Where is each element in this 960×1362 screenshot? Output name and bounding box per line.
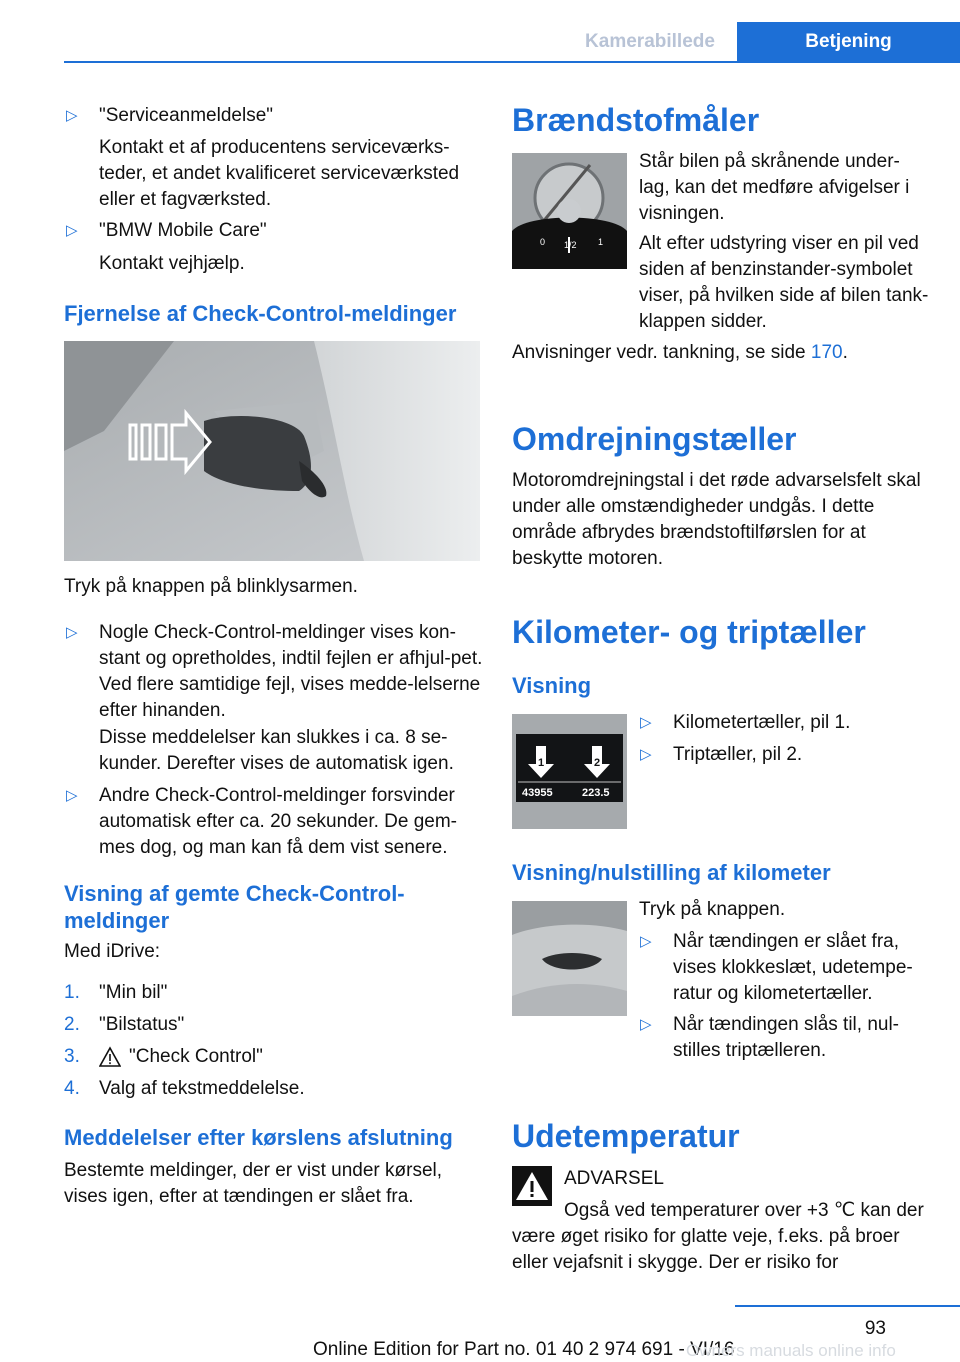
bullet-text: Andre Check-Control-meldinger forsvinder automatisk efter ca. 20 sekunder. De gem-mes dog, og man kan få dem vist senere. — [99, 785, 458, 858]
step-number: 1. — [64, 982, 80, 1003]
bullet-title: "BMW Mobile Care" — [99, 220, 267, 241]
step-text: "Min bil" — [99, 982, 168, 1003]
bullet-triangle-icon: ▷ — [640, 714, 652, 731]
body-text: Bestemte meldinger, der er vist under kørsel, vises igen, efter at tændingen er slået fra. — [64, 1160, 443, 1207]
step-text: "Check Control" — [129, 1046, 263, 1067]
section-heading: Omdrejningstæller — [512, 421, 797, 457]
arrow-label-1: 1 — [538, 757, 545, 769]
footer-rule — [735, 1305, 960, 1307]
odometer-display-image — [512, 714, 627, 829]
page-link[interactable]: 170 — [810, 342, 843, 363]
bullet-title: "Serviceanmeldelse" — [99, 105, 274, 126]
intro-text: Med iDrive: — [64, 941, 161, 962]
section-heading: Meddelelser efter kørslens afslutning — [64, 1125, 453, 1150]
step-text: Valg af tekstmeddelelse. — [99, 1078, 305, 1099]
tripmeter-value: 223.5 — [582, 787, 610, 799]
fuel-gauge-image — [512, 153, 627, 269]
section-heading: Kilometer- og triptæller — [512, 614, 866, 650]
bullet-text: Nogle Check-Control-meldinger vises kon-stant og opretholdes, indtil fejlen er afhjul-pet. Ved flere samtidige fejl, vises medde-lelserne efter hinanden. — [99, 622, 483, 721]
turn-signal-lever-image — [64, 341, 480, 561]
bullet-triangle-icon: ▷ — [640, 1016, 652, 1033]
page-number: 93 — [864, 1318, 886, 1339]
warning-triangle-icon — [99, 1046, 121, 1068]
reset-button-image — [512, 901, 627, 1016]
bullet-triangle-icon: ▷ — [66, 222, 78, 239]
edition-text: Online Edition for Part no. 01 40 2 974 691 - VI/16 — [313, 1339, 735, 1360]
gauge-label-zero: 0 — [540, 237, 546, 247]
bullet-text: Når tændingen er slået fra, vises klokkeslæt, udetempe-ratur og kilometertæller. — [673, 931, 913, 1004]
warning-text: Også ved temperaturer over +3 ℃ kan der være øget risiko for glatte veje, f.eks. på broer eller vejafsnit i skygge. Der er risiko for — [512, 1200, 924, 1273]
step-text: "Bilstatus" — [99, 1014, 185, 1035]
bullet-triangle-icon: ▷ — [66, 787, 78, 804]
bullet-text: Kontakt vejhjælp. — [99, 253, 245, 274]
watermark-text: Owners manuals online info — [686, 1341, 896, 1360]
tab-kamerabillede[interactable]: Kamerabillede — [585, 31, 715, 52]
header-tabs — [0, 0, 960, 62]
bullet-text: Triptæller, pil 2. — [673, 744, 803, 765]
step-number: 2. — [64, 1014, 80, 1035]
bullet-text: Disse meddelelser kan slukkes i ca. 8 se-kunder. Derefter vises de automatisk igen. — [99, 727, 454, 774]
body-text: Motoromdrejningstal i det røde advarselsfelt skal under alle omstændigheder undgås. I dette område afbrydes brændstoftilførslen for at beskytte motoren. — [512, 470, 921, 569]
arrow-label-2: 2 — [594, 757, 601, 769]
header-rule — [64, 61, 960, 63]
body-text — [512, 340, 932, 366]
bullet-text: Kontakt et af producentens serviceværks-teder, et andet kvalificeret serviceværksted eller et fagværksted. — [99, 137, 460, 210]
gauge-label-half: 1/2 — [564, 240, 577, 250]
section-heading: Visning af gemte Check-Control-meldinger — [64, 881, 405, 933]
bullet-triangle-icon: ▷ — [640, 746, 652, 763]
bullet-triangle-icon: ▷ — [640, 933, 652, 950]
bullet-text: Kilometertæller, pil 1. — [673, 712, 851, 733]
step-number: 4. — [64, 1078, 80, 1099]
tab-betjening[interactable]: Betjening — [737, 22, 960, 62]
step-number: 3. — [64, 1046, 80, 1067]
ref-end: . — [842, 342, 848, 363]
body-text: Alt efter udstyring viser en pil ved siden af benzinstander-symbolet viser, på hvilken side af bilen tank-klappen sidder. — [639, 233, 929, 332]
bullet-triangle-icon: ▷ — [66, 624, 78, 641]
section-heading: Fjernelse af Check-Control-meldinger — [64, 301, 457, 326]
instruction-text: Tryk på knappen. — [639, 899, 786, 920]
warning-label: ADVARSEL — [564, 1168, 664, 1189]
ref-text: Anvisninger vedr. tankning, se side — [512, 342, 811, 363]
subsection-heading: Visning/nulstilling af kilometer — [512, 860, 831, 885]
bullet-text: Når tændingen slås til, nul-stilles triptælleren. — [673, 1014, 899, 1061]
odometer-value: 43955 — [522, 787, 553, 799]
bullet-triangle-icon: ▷ — [66, 107, 78, 124]
subsection-heading: Visning — [512, 673, 592, 698]
section-heading: Brændstofmåler — [512, 102, 760, 138]
section-heading: Udetemperatur — [512, 1118, 740, 1154]
gauge-label-one: 1 — [598, 237, 604, 247]
instruction-text: Tryk på knappen på blinklysarmen. — [64, 576, 358, 597]
body-text: Står bilen på skrånende under-lag, kan det medføre afvigelser i visningen. — [639, 151, 910, 224]
